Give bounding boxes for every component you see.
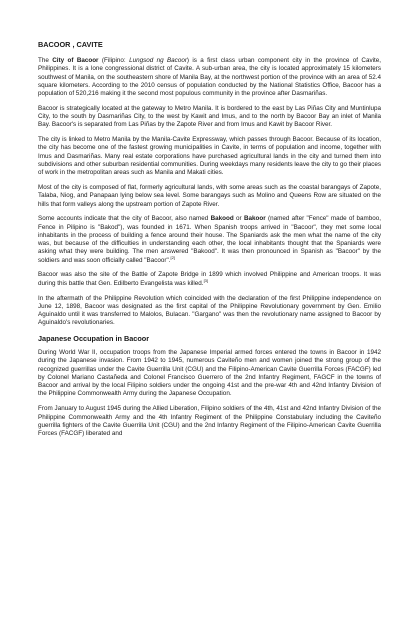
text-run: (named after "Fence" made of bamboo, Fence in Pilipino is "Bakod"), was founded in 1671. When Spanish troops arrived in "Bacoor", they met some local inhabitants in the process of building a fence around their house. The Spaniards ask the men what the name of the city was, but because of the difficulties in understanding each other, the local inhabitants thought that the Spaniards were asking what they were building. The men answered "Bakood". It was then pronounced in Spanish as "Bacoor" by the soldiers and was soon officially called "Bacoor". — [38, 215, 381, 264]
italic-run: Lungsod ng Bacoor — [129, 57, 187, 64]
citation-marker: [3] — [203, 277, 209, 283]
bold-run: City of Bacoor — [52, 57, 99, 64]
text-run: (Filipino: — [98, 57, 130, 64]
paragraph-revolution: In the aftermath of the Philippine Revolution which coincided with the declaration of the first Philippine independence on June 12, 1898, Bacoor was designated as the first capital of the Philippine Revolutionary government by Gen. Emilio Aguinaldo until it was transferred to Malolos, Bulacan. "Gargano" was then the revolutionary name assigned to Bacoor by Aguinaldo's revolutionaries. — [38, 294, 381, 327]
paragraph-expressway: The city is linked to Metro Manila by the Manila-Cavite Expressway, which passes through Bacoor. Because of its location, the city has become one of the fastest growing municipalities in Cavite, in terms of population and income, together with Imus and Dasmariñas. Many real estate corporations have purchased agricultural lands in the city and turned them into subdivisions and other suburban residential communities. During weekdays many residents leave the city to go their places of work in the metropolitan areas such as Manila and Makati cities. — [38, 136, 381, 177]
citation-marker: [2] — [170, 254, 175, 260]
paragraph-etymology — [38, 215, 381, 265]
paragraph-wwii: During World War II, occupation troops from the Japanese Imperial armed forces entered the towns in Bacoor in 1942 during the Japanese invasion. From 1942 to 1945, numerous Caviteño men and women joined the strong group of the recognized guerrillas under the Cavite Guerrilla Unit (CGU) and the Filipino-American Cavite Guerrilla Forces (FACGF) led by Colonel Mariano Castañeda and Colonel Francisco Guerrero of the 2nd Infantry Regiment, FAGCF in the towns of Bacoor and arrival by the local Filipino soldiers under the ongoing 41st and the pre-war 4th and 42nd Infantry Division of the Philippine Commonwealth Army during the Japanese Occupation. — [38, 349, 381, 398]
bold-run: Bakood — [210, 215, 234, 223]
page-title: BACOOR , CAVITE — [38, 40, 103, 49]
bold-run: Bakoor — [243, 215, 266, 223]
paragraph-terrain: Most of the city is composed of flat, formerly agricultural lands, with some areas such as the coastal barangays of Zapote, Talaba, Niog, and Panapaan lying below sea level. Some barangays such as Molino and Queens Row are situated on the hills that form valleys along the upstream portion of Zapote River. — [38, 184, 381, 208]
paragraph-liberation: From January to August 1945 during the Allied Liberation, Filipino soldiers of the 4th, 41st and 42nd Infantry Division of the Philippine Commonwealth Army and the 4th Infantry Regiment of the Philippine Constabulary including the Caviteño guerrilla fighters of the Cavite Guerrilla Unit (CGU) and the 2nd Infantry Regiment of the Filipino-American Cavite Guerrilla Forces (FACGF) liberated and — [38, 405, 381, 437]
paragraph-intro — [38, 57, 381, 98]
text-run: The — [38, 57, 53, 64]
text-run: Some accounts indicate that the city of Bacoor, also named — [38, 215, 211, 223]
text-run: ) is a first class urban component city in the province of Cavite, Philippines. It is a lone congressional district of Cavite. A sub-urban area, the city is located approximately 15 kilometers southwest of Manila, on the southeastern shore of Manila Bay, at the northwest portion of the province with an area of 52.4 square kilometers. According to the 2010 census of population conducted by the National Statistics Office, Bacoor has a population of 520,216 making it the second most populous community in the province after Dasmariñas. — [38, 57, 382, 97]
text-run: or — [233, 215, 244, 223]
text-run: Bacoor was also the site of the Battle of Zapote Bridge in 1899 which involved Philippine and American troops. It was during this battle that Gen. Edilberto Evangelista was killed. — [38, 271, 381, 287]
paragraph-battle — [38, 271, 381, 288]
paragraph-location: Bacoor is strategically located at the gateway to Metro Manila. It is bordered to the east by Las Piñas City and Muntinlupa City, to the south by Dasmariñas City, to the west by Kawit and Imus, and to the north by Bacoor Bay an inlet of Manila Bay. Bacoor's is separated from Las Piñas by the Zapote River and from Imus and Kawit by Bacoor River. — [38, 104, 381, 129]
section-heading: Japanese Occupation in Bacoor — [38, 334, 150, 344]
